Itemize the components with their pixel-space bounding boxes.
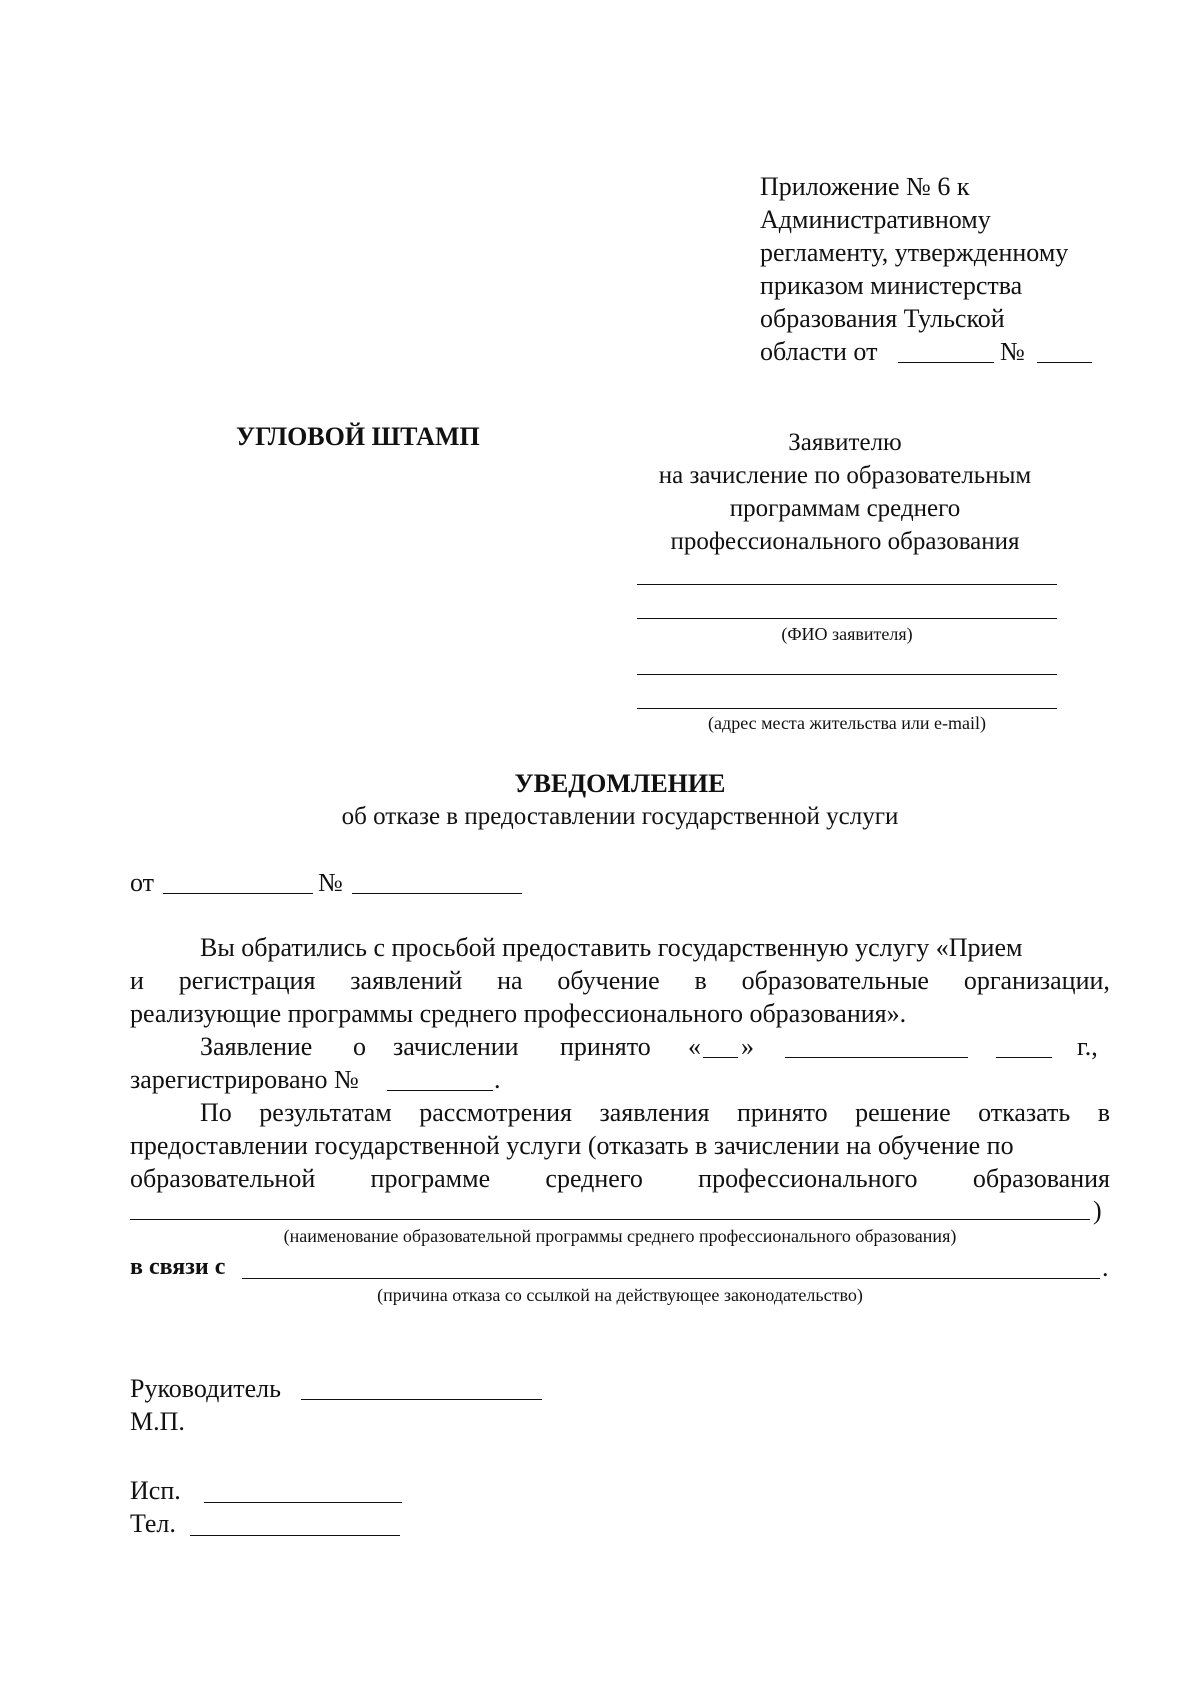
word: обучение (557, 966, 660, 995)
paragraph-line: реализующие программы среднего профессионального образования». (130, 999, 907, 1028)
day-blank (703, 1057, 738, 1058)
head-label: Руководитель (130, 1374, 281, 1403)
appendix-number-sign: № (1000, 337, 1025, 366)
paragraph-line-justified (200, 1096, 1110, 1129)
word: принято (736, 1098, 828, 1127)
paragraph-line-justified (130, 964, 1110, 997)
word: отказать (978, 1098, 1071, 1127)
registration-number-blank (387, 1090, 493, 1091)
head-signature-blank (301, 1399, 542, 1400)
word: заявления (599, 1098, 710, 1127)
notice-number-blank (352, 893, 522, 894)
phone-label: Тел. (130, 1509, 176, 1538)
appendix-line: приказом министерства (760, 271, 1023, 300)
appendix-number-blank (1037, 362, 1092, 363)
executor-label: Исп. (130, 1476, 181, 1505)
word: зачислении (393, 1032, 519, 1061)
seal-label: М.П. (130, 1407, 185, 1436)
word: регистрация (178, 966, 316, 995)
appendix-line: Административному (760, 205, 991, 234)
word: профессионального (698, 1164, 918, 1193)
word: в (1097, 1098, 1110, 1127)
year-blank (996, 1057, 1052, 1058)
closing-paren: ) (1093, 1196, 1102, 1225)
word: организации, (963, 966, 1110, 995)
word: и (130, 966, 144, 995)
registered-label: зарегистрировано № (130, 1065, 359, 1094)
notice-number-sign: № (318, 868, 343, 897)
word: программе (370, 1164, 491, 1193)
address-blank-line (637, 674, 1057, 675)
paragraph-line-justified (130, 1162, 1110, 1195)
addressee-line: Заявителю (788, 429, 902, 456)
word: результатам (259, 1098, 392, 1127)
word: в (694, 966, 707, 995)
fio-blank-line (637, 584, 1057, 585)
word: на (497, 966, 523, 995)
month-blank (785, 1057, 968, 1058)
fio-blank-line (637, 618, 1057, 619)
program-name-blank (130, 1219, 1090, 1220)
word: образовательной (130, 1164, 316, 1193)
paragraph-line: Вы обратились с просьбой предоставить государственную услугу «Прием (200, 933, 1023, 962)
reason-caption: (причина отказа со ссылкой на действующее законодательство) (377, 1285, 863, 1305)
corner-stamp-label: УГЛОВОЙ ШТАМП (236, 422, 480, 451)
fio-caption: (ФИО заявителя) (781, 624, 913, 644)
year-suffix: г., (1077, 1032, 1098, 1061)
word: о (353, 1032, 366, 1061)
word: заявлений (350, 966, 463, 995)
reason-label: в связи с (130, 1254, 226, 1280)
period: . (494, 1065, 501, 1094)
appendix-line: Приложение № 6 к (760, 172, 970, 201)
notice-date-blank (163, 893, 313, 894)
word: рассмотрения (419, 1098, 572, 1127)
period: . (1102, 1253, 1109, 1282)
notice-title: УВЕДОМЛЕНИЕ (514, 769, 726, 798)
executor-blank (204, 1502, 402, 1503)
word: решение (855, 1098, 951, 1127)
addressee-line: профессионального образования (670, 528, 1020, 555)
word: образования (972, 1164, 1110, 1193)
quote-close: » (741, 1032, 754, 1061)
quote-open: « (688, 1032, 701, 1061)
notice-date-label: от (130, 868, 155, 897)
appendix-date-label: области от (760, 337, 878, 366)
appendix-line: регламенту, утвержденному (760, 238, 1069, 267)
word: принято (560, 1032, 651, 1061)
addressee-line: на зачисление по образовательным (658, 462, 1032, 489)
word: По (200, 1098, 232, 1127)
word: среднего (545, 1164, 643, 1193)
word: образовательные (741, 966, 929, 995)
paragraph-line: предоставлении государственной услуги (отказать в зачислении на обучение по (130, 1131, 1014, 1160)
reason-blank (242, 1278, 1100, 1279)
word: Заявление (200, 1032, 313, 1061)
appendix-date-blank (898, 362, 994, 363)
address-blank-line (637, 708, 1057, 709)
phone-blank (190, 1535, 400, 1536)
address-caption: (адрес места жительства или e-mail) (708, 713, 986, 733)
program-caption: (наименование образовательной программы среднего профессионального образования) (283, 1226, 957, 1246)
notice-subtitle: об отказе в предоставлении государственной услуги (341, 803, 899, 830)
appendix-line: образования Тульской (760, 304, 1005, 333)
addressee-line: программам среднего (729, 495, 961, 522)
